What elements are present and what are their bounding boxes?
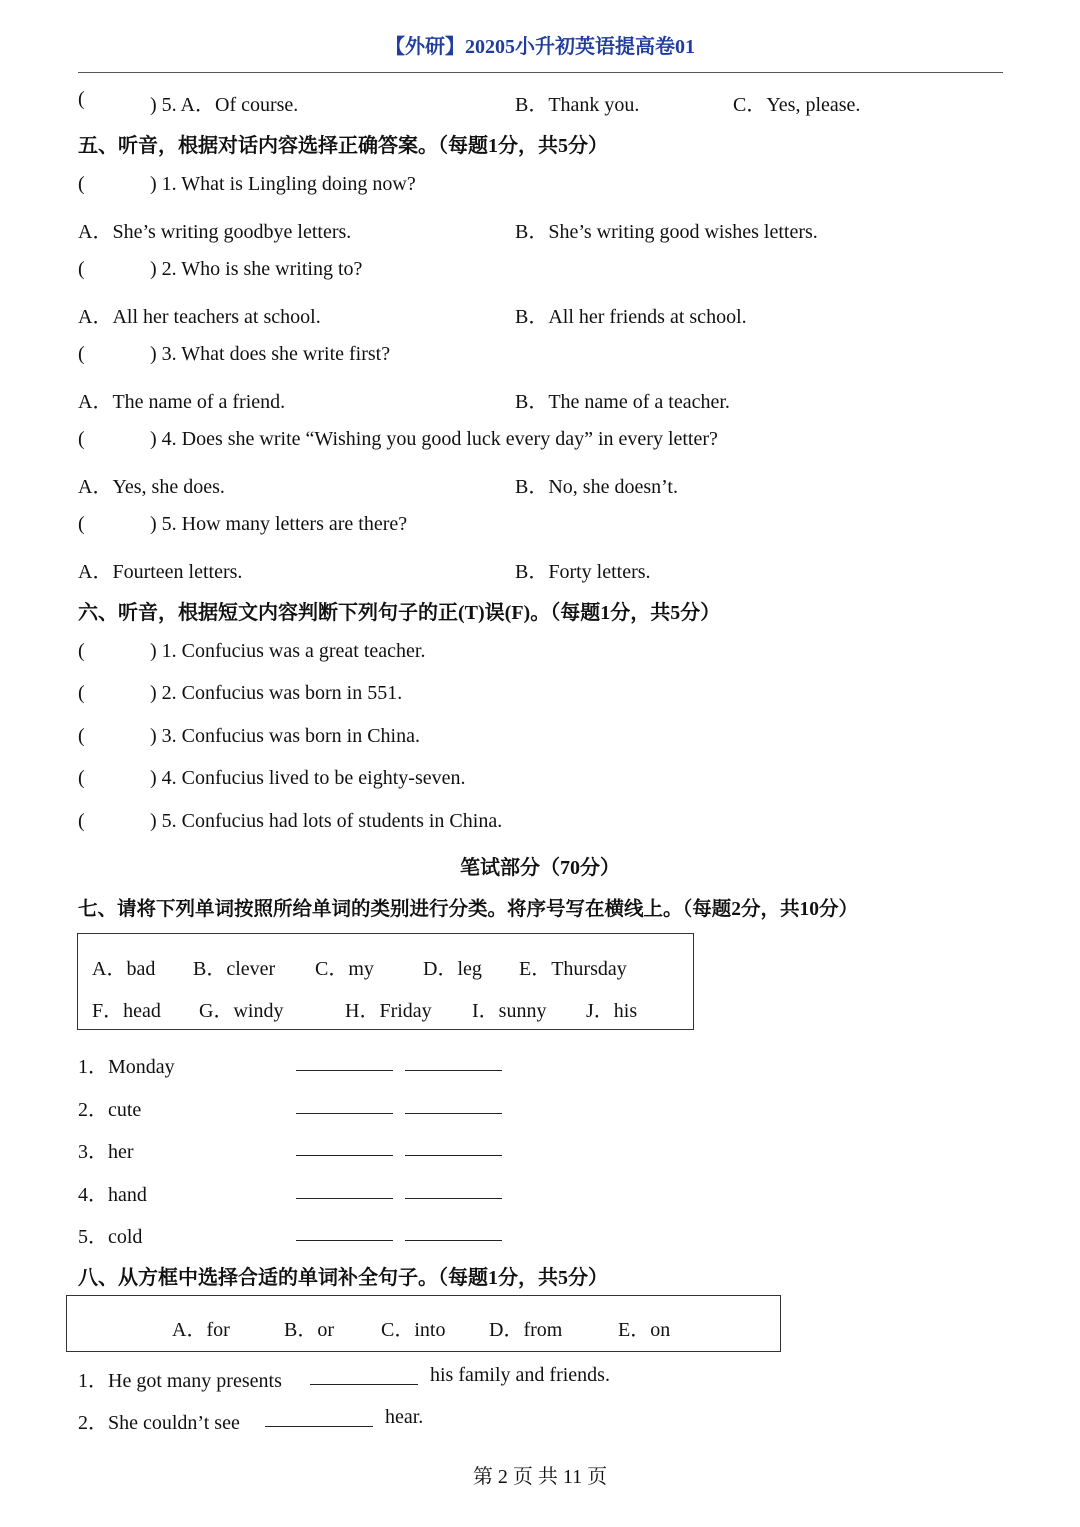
header-divider (78, 72, 1003, 73)
statement-text: ) 4. Confucius lived to be eighty-seven. (150, 767, 466, 789)
answer-paren: ( (78, 513, 85, 535)
answer-blank[interactable] (310, 1384, 418, 1385)
sentence-start: 2．She couldn’t see (78, 1412, 240, 1434)
option-b: B．Forty letters. (515, 561, 651, 583)
answer-blank[interactable] (405, 1070, 502, 1071)
word-bank-item: B．clever (193, 958, 276, 980)
option-b: B．She’s writing good wishes letters. (515, 221, 818, 243)
answer-paren: ( (78, 725, 85, 747)
section-8-title: 八、从方框中选择合适的单词补全句子。（每题1分，共5分） (78, 1267, 608, 1289)
answer-paren: ( (78, 343, 85, 365)
answer-paren: ( (78, 682, 85, 704)
answer-blank[interactable] (296, 1240, 393, 1241)
word-bank-item: I．sunny (472, 1000, 547, 1022)
written-part-title: 笔试部分（70分） (460, 857, 620, 879)
page-header-title: 【外研】20205小升初英语提高卷01 (385, 36, 695, 58)
answer-blank[interactable] (296, 1155, 393, 1156)
option-b: B．No, she doesn’t. (515, 476, 678, 498)
word-bank-box (66, 1295, 781, 1352)
sentence-end: his family and friends. (430, 1364, 610, 1386)
word-bank-box (77, 933, 694, 1030)
answer-blank[interactable] (296, 1070, 393, 1071)
word-bank-item: J．his (586, 1000, 638, 1022)
sentence-start: 1．He got many presents (78, 1370, 282, 1392)
option-a: A．Yes, she does. (78, 476, 225, 498)
answer-paren: ( (78, 258, 85, 280)
answer-paren: ( (78, 428, 85, 450)
word-bank-item: D．leg (423, 958, 482, 980)
answer-blank[interactable] (296, 1198, 393, 1199)
option-b: B．The name of a teacher. (515, 391, 730, 413)
statement-text: ) 2. Confucius was born in 551. (150, 682, 403, 704)
answer-blank[interactable] (405, 1240, 502, 1241)
statement-text: ) 3. Confucius was born in China. (150, 725, 420, 747)
word-bank-item: A．bad (92, 958, 156, 980)
word-bank-item: H．Friday (345, 1000, 432, 1022)
option-a: A．The name of a friend. (78, 391, 286, 413)
answer-blank[interactable] (265, 1426, 373, 1427)
word-bank-item: D．from (489, 1319, 563, 1341)
option-b: B．All her friends at school. (515, 306, 747, 328)
answer-blank[interactable] (405, 1198, 502, 1199)
category-item: 4．hand (78, 1184, 147, 1206)
category-item: 5．cold (78, 1226, 143, 1248)
category-item: 2．cute (78, 1099, 142, 1121)
word-bank-item: F．head (92, 1000, 161, 1022)
section-5-title: 五、听音，根据对话内容选择正确答案。（每题1分，共5分） (78, 135, 608, 157)
answer-paren: ( (78, 767, 85, 789)
word-bank-item: G．windy (199, 1000, 284, 1022)
question-text: ) 2. Who is she writing to? (150, 258, 363, 280)
answer-blank[interactable] (296, 1113, 393, 1114)
option-c: C．Yes, please. (733, 94, 861, 116)
word-bank-item: A．for (172, 1319, 230, 1341)
word-bank-item: C．into (381, 1319, 446, 1341)
statement-text: ) 5. Confucius had lots of students in China. (150, 810, 503, 832)
answer-paren: ( (78, 88, 85, 110)
word-bank-item: B．or (284, 1319, 334, 1341)
question-text: ) 5. A．Of course. (150, 94, 299, 116)
option-b: B．Thank you. (515, 94, 640, 116)
option-a: A．All her teachers at school. (78, 306, 321, 328)
answer-blank[interactable] (405, 1113, 502, 1114)
word-bank-item: E．Thursday (519, 958, 627, 980)
question-text: ) 3. What does she write first? (150, 343, 391, 365)
category-item: 1．Monday (78, 1056, 175, 1078)
section-6-title: 六、听音，根据短文内容判断下列句子的正(T)误(F)。（每题1分，共5分） (78, 602, 721, 624)
word-bank-item: C．my (315, 958, 374, 980)
option-a: A．She’s writing goodbye letters. (78, 221, 352, 243)
statement-text: ) 1. Confucius was a great teacher. (150, 640, 426, 662)
word-bank-item: E．on (618, 1319, 671, 1341)
question-text: ) 4. Does she write “Wishing you good luck every day” in every letter? (150, 428, 718, 450)
sentence-end: hear. (385, 1406, 424, 1428)
page-number: 第 2 页 共 11 页 (472, 1466, 608, 1488)
answer-paren: ( (78, 640, 85, 662)
answer-paren: ( (78, 810, 85, 832)
option-a: A．Fourteen letters. (78, 561, 243, 583)
question-text: ) 5. How many letters are there? (150, 513, 408, 535)
category-item: 3．her (78, 1141, 134, 1163)
answer-blank[interactable] (405, 1155, 502, 1156)
answer-paren: ( (78, 173, 85, 195)
question-text: ) 1. What is Lingling doing now? (150, 173, 416, 195)
section-7-title: 七、请将下列单词按照所给单词的类别进行分类。将序号写在横线上。（每题2分，共10分） (78, 899, 859, 920)
